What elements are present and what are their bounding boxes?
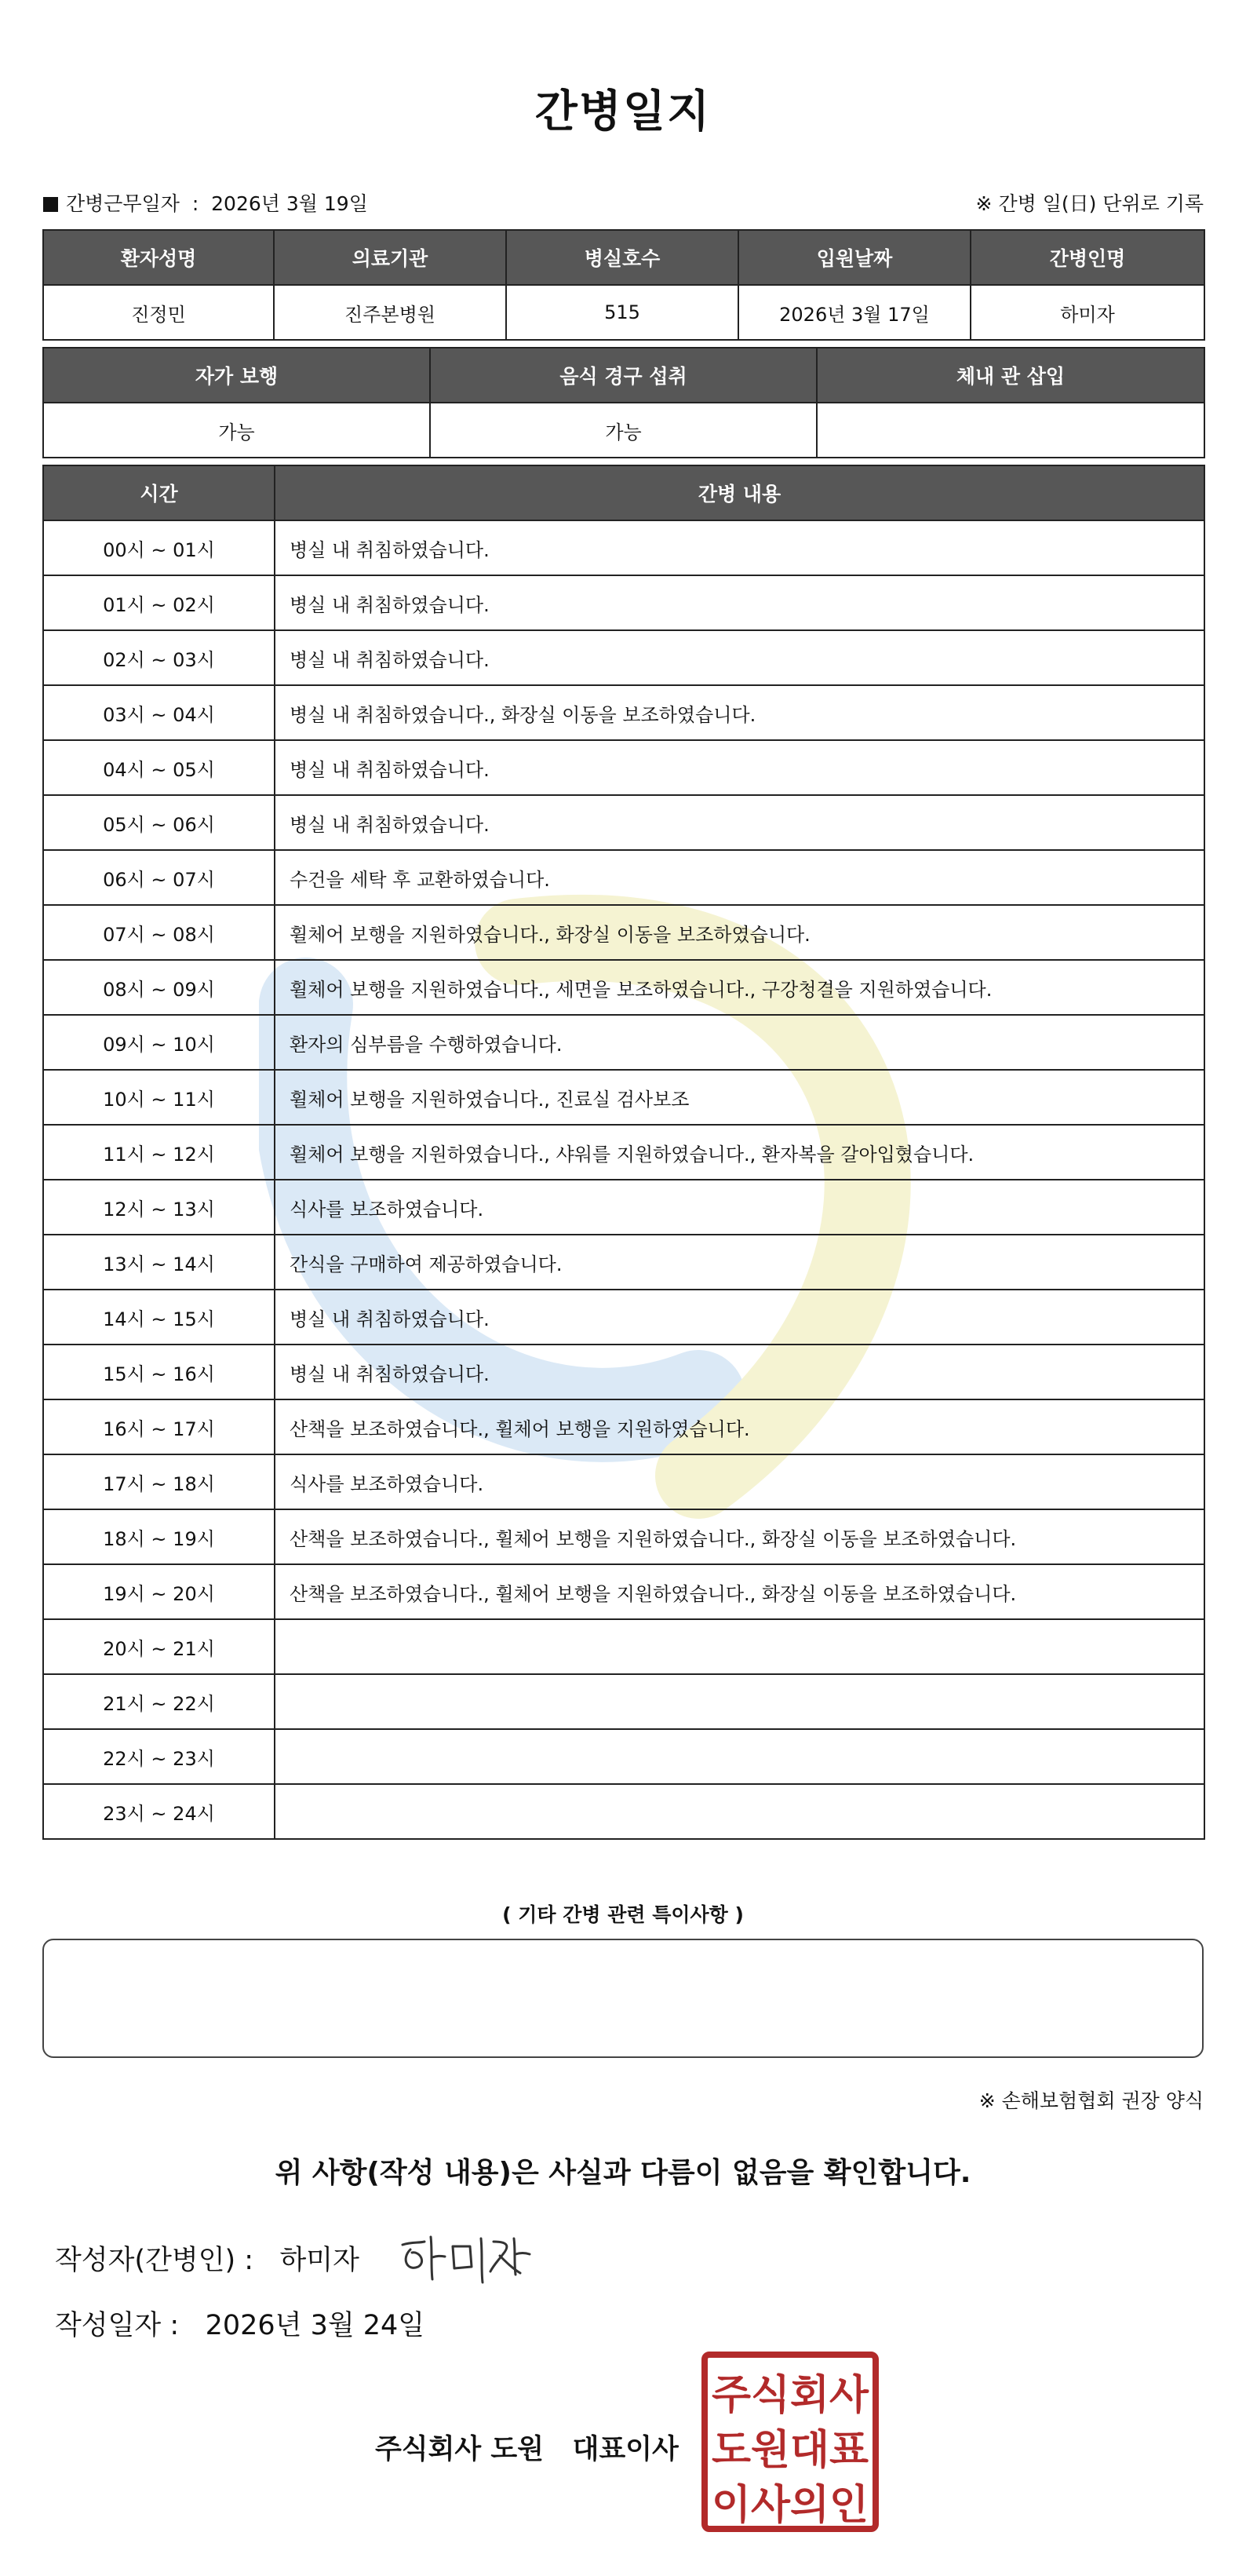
care-time-cell: 06시 ~ 07시 bbox=[43, 850, 275, 905]
care-time-cell: 02시 ~ 03시 bbox=[43, 630, 275, 685]
patient-ability-table bbox=[42, 347, 1205, 458]
table-row bbox=[43, 740, 1204, 795]
care-content-cell: 병실 내 취침하였습니다. bbox=[275, 630, 1204, 685]
care-content-cell: 간식을 구매하여 제공하였습니다. bbox=[275, 1235, 1204, 1290]
care-time-cell: 10시 ~ 11시 bbox=[43, 1070, 275, 1125]
care-time-cell: 22시 ~ 23시 bbox=[43, 1729, 275, 1784]
table-row bbox=[43, 1345, 1204, 1399]
table-row bbox=[43, 1125, 1204, 1180]
room-number-value: 515 bbox=[506, 285, 738, 340]
care-time-cell: 17시 ~ 18시 bbox=[43, 1454, 275, 1509]
table-row bbox=[43, 520, 1204, 575]
table-row bbox=[43, 1674, 1204, 1729]
recommendation-note: ※ 손해보험협회 권장 양식 bbox=[978, 2089, 1204, 2112]
table-row bbox=[43, 1290, 1204, 1345]
patient-info-value-row bbox=[43, 285, 1204, 340]
writer-line bbox=[55, 2238, 359, 2278]
seal-text-line: 이사의인 bbox=[712, 2482, 869, 2529]
care-content-cell: 식사를 보조하였습니다. bbox=[275, 1454, 1204, 1509]
care-content-cell bbox=[275, 1619, 1204, 1674]
table-row bbox=[43, 905, 1204, 960]
care-time-cell: 08시 ~ 09시 bbox=[43, 960, 275, 1015]
ability-header-row bbox=[43, 348, 1204, 403]
care-time-cell: 19시 ~ 20시 bbox=[43, 1564, 275, 1619]
care-time-cell: 04시 ~ 05시 bbox=[43, 740, 275, 795]
care-time-cell: 12시 ~ 13시 bbox=[43, 1180, 275, 1235]
record-unit-note: ※ 간병 일(日) 단위로 기록 bbox=[975, 192, 1204, 215]
care-time-cell: 13시 ~ 14시 bbox=[43, 1235, 275, 1290]
care-time-cell: 20시 ~ 21시 bbox=[43, 1619, 275, 1674]
header-hospital: 의료기관 bbox=[274, 230, 506, 285]
table-row bbox=[43, 1784, 1204, 1839]
table-row bbox=[43, 630, 1204, 685]
oral-intake-value: 가능 bbox=[430, 403, 817, 458]
care-content-cell: 산책을 보조하였습니다., 휠체어 보행을 지원하였습니다., 화장실 이동을 보조하였습니다. bbox=[275, 1509, 1204, 1564]
self-walking-value: 가능 bbox=[43, 403, 430, 458]
care-header-row bbox=[43, 465, 1204, 520]
table-row bbox=[43, 1070, 1204, 1125]
work-date-value: 2026년 3월 19일 bbox=[211, 192, 368, 215]
table-row bbox=[43, 1399, 1204, 1454]
care-time-cell: 11시 ~ 12시 bbox=[43, 1125, 275, 1180]
company-representative: 대표이사 bbox=[572, 2434, 679, 2465]
care-time-cell: 15시 ~ 16시 bbox=[43, 1345, 275, 1399]
work-date-separator: : bbox=[191, 192, 199, 215]
care-time-cell: 16시 ~ 17시 bbox=[43, 1399, 275, 1454]
table-row bbox=[43, 960, 1204, 1015]
table-row bbox=[43, 1564, 1204, 1619]
other-notes-box bbox=[42, 1939, 1204, 2058]
other-notes-title: ( 기타 간병 관련 특이사항 ) bbox=[502, 1903, 744, 1926]
header-caregiver-name: 간병인명 bbox=[971, 230, 1204, 285]
work-date bbox=[43, 188, 368, 217]
written-date-value: 2026년 3월 24일 bbox=[205, 2310, 425, 2341]
table-row bbox=[43, 1509, 1204, 1564]
header-time: 시간 bbox=[43, 465, 275, 520]
care-content-cell: 병실 내 취침하였습니다. bbox=[275, 1345, 1204, 1399]
care-content-cell: 환자의 심부름을 수행하였습니다. bbox=[275, 1015, 1204, 1070]
care-content-cell: 병실 내 취침하였습니다. bbox=[275, 520, 1204, 575]
table-row bbox=[43, 1015, 1204, 1070]
table-row bbox=[43, 1729, 1204, 1784]
care-content-cell bbox=[275, 1729, 1204, 1784]
care-time-cell: 14시 ~ 15시 bbox=[43, 1290, 275, 1345]
care-record-table bbox=[42, 465, 1205, 1840]
header-care-content: 간병 내용 bbox=[275, 465, 1204, 520]
page-title: 간병일지 bbox=[534, 86, 712, 137]
care-content-cell: 병실 내 취침하였습니다., 화장실 이동을 보조하였습니다. bbox=[275, 685, 1204, 740]
care-content-cell: 식사를 보조하였습니다. bbox=[275, 1180, 1204, 1235]
company-name: 주식회사 도원 bbox=[375, 2434, 545, 2465]
patient-name-value: 진정민 bbox=[43, 285, 274, 340]
header-admission-date: 입원날짜 bbox=[738, 230, 971, 285]
care-content-cell: 수건을 세탁 후 교환하였습니다. bbox=[275, 850, 1204, 905]
patient-info-header-row bbox=[43, 230, 1204, 285]
written-date-line bbox=[55, 2304, 424, 2343]
table-row bbox=[43, 1235, 1204, 1290]
table-row bbox=[43, 795, 1204, 850]
table-row bbox=[43, 1180, 1204, 1235]
care-content-cell: 산책을 보조하였습니다., 휠체어 보행을 지원하였습니다., 화장실 이동을 보조하였습니다. bbox=[275, 1564, 1204, 1619]
table-row bbox=[43, 1454, 1204, 1509]
writer-label: 작성자(간병인) : bbox=[55, 2245, 254, 2276]
seal-text-line: 주식회사 bbox=[712, 2372, 869, 2419]
care-content-cell: 산책을 보조하였습니다., 휠체어 보행을 지원하였습니다. bbox=[275, 1399, 1204, 1454]
table-row bbox=[43, 850, 1204, 905]
hospital-value: 진주본병원 bbox=[274, 285, 506, 340]
ability-value-row bbox=[43, 403, 1204, 458]
table-row bbox=[43, 1619, 1204, 1674]
tube-insertion-value bbox=[817, 403, 1204, 458]
writer-name: 하미자 bbox=[279, 2245, 359, 2276]
care-content-cell: 휠체어 보행을 지원하였습니다., 샤워를 지원하였습니다., 환자복을 갈아입혔습니다. bbox=[275, 1125, 1204, 1180]
care-time-cell: 03시 ~ 04시 bbox=[43, 685, 275, 740]
work-date-label: 간병근무일자 bbox=[66, 192, 180, 215]
care-content-cell: 병실 내 취침하였습니다. bbox=[275, 795, 1204, 850]
header-tube-insertion: 체내 관 삽입 bbox=[817, 348, 1204, 403]
care-time-cell: 18시 ~ 19시 bbox=[43, 1509, 275, 1564]
table-row bbox=[43, 575, 1204, 630]
care-time-cell: 00시 ~ 01시 bbox=[43, 520, 275, 575]
written-date-label: 작성일자 : bbox=[55, 2310, 180, 2341]
table-row bbox=[43, 685, 1204, 740]
care-content-cell: 휠체어 보행을 지원하였습니다., 진료실 검사보조 bbox=[275, 1070, 1204, 1125]
care-content-cell bbox=[275, 1784, 1204, 1839]
care-content-cell: 병실 내 취침하였습니다. bbox=[275, 575, 1204, 630]
care-time-cell: 21시 ~ 22시 bbox=[43, 1674, 275, 1729]
header-oral-intake: 음식 경구 섭취 bbox=[430, 348, 817, 403]
care-time-cell: 23시 ~ 24시 bbox=[43, 1784, 275, 1839]
care-content-cell bbox=[275, 1674, 1204, 1729]
care-content-cell: 병실 내 취침하였습니다. bbox=[275, 740, 1204, 795]
care-content-cell: 휠체어 보행을 지원하였습니다., 세면을 보조하였습니다., 구강청결을 지원하였습니다. bbox=[275, 960, 1204, 1015]
care-content-cell: 병실 내 취침하였습니다. bbox=[275, 1290, 1204, 1345]
company-line bbox=[375, 2428, 679, 2467]
care-time-cell: 07시 ~ 08시 bbox=[43, 905, 275, 960]
square-bullet-icon bbox=[43, 197, 58, 212]
handwritten-signature bbox=[396, 2228, 537, 2290]
care-content-cell: 휠체어 보행을 지원하였습니다., 화장실 이동을 보조하였습니다. bbox=[275, 905, 1204, 960]
caregiver-name-value: 하미자 bbox=[971, 285, 1204, 340]
header-room-number: 병실호수 bbox=[506, 230, 738, 285]
care-time-cell: 01시 ~ 02시 bbox=[43, 575, 275, 630]
seal-text-line: 도원대표 bbox=[712, 2427, 869, 2474]
care-time-cell: 09시 ~ 10시 bbox=[43, 1015, 275, 1070]
header-self-walking: 자가 보행 bbox=[43, 348, 430, 403]
admission-date-value: 2026년 3월 17일 bbox=[738, 285, 971, 340]
company-seal-stamp bbox=[701, 2351, 880, 2533]
care-time-cell: 05시 ~ 06시 bbox=[43, 795, 275, 850]
confirmation-statement: 위 사항(작성 내용)은 사실과 다름이 없음을 확인합니다. bbox=[275, 2157, 971, 2189]
patient-info-table bbox=[42, 229, 1205, 341]
header-patient-name: 환자성명 bbox=[43, 230, 274, 285]
